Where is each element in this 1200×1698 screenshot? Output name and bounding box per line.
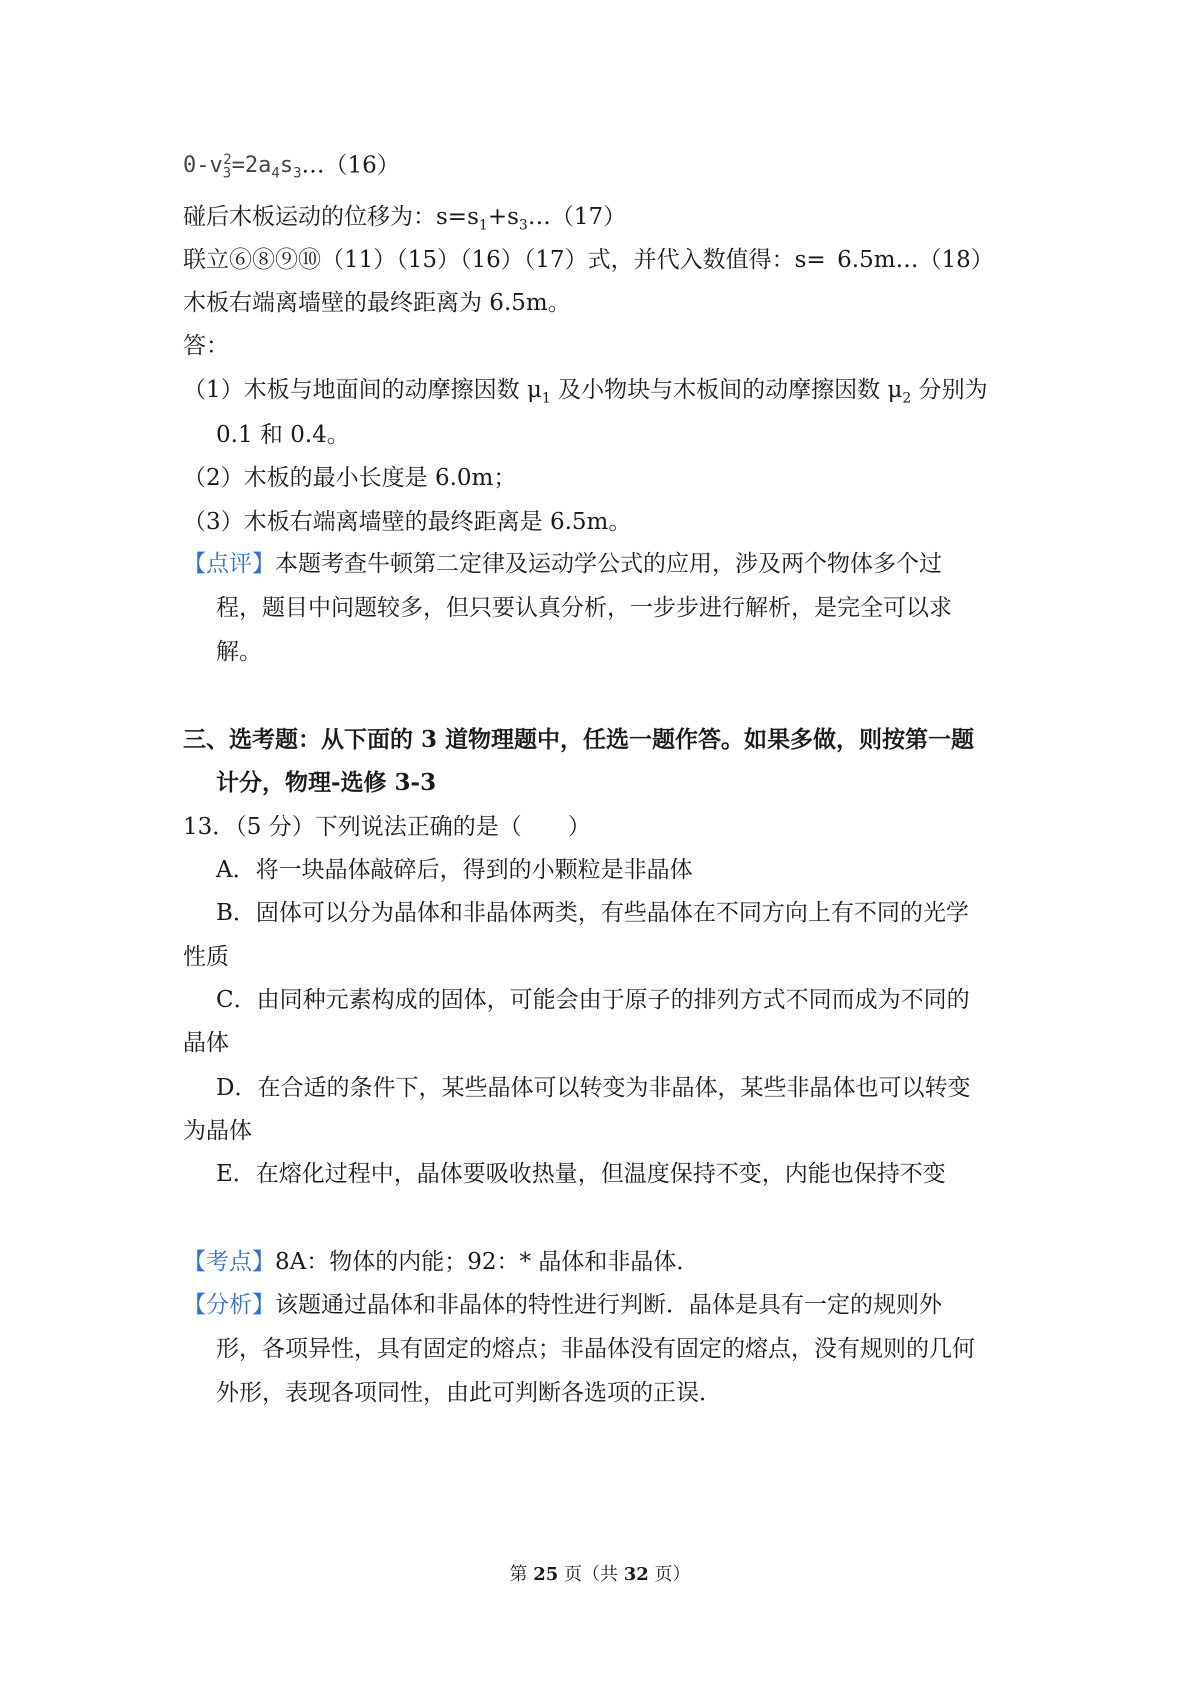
- answer-1-cont: 0.1 和 0.4。: [216, 422, 350, 448]
- kaodian-line: 【考点】8A：物体的内能；92：* 晶体和非晶体．: [183, 1249, 700, 1275]
- question-13-stem: 13．（5 分）下列说法正确的是（ ）: [183, 814, 591, 840]
- equation-16: [183, 145, 400, 189]
- option-d: D．在合适的条件下，某些晶体可以转变为非晶体，某些非晶体也可以转变: [216, 1075, 971, 1101]
- section-heading: 三、选考题：从下面的 3 道物理题中，任选一题作答。如果多做，则按第一题: [183, 726, 975, 753]
- option-b-cont: 性质: [183, 944, 229, 970]
- equation-image: $0-v_3^2=2a_4s_3$: [183, 152, 302, 182]
- option-c: C．由同种元素构成的固体，可能会由于原子的排列方式不同而成为不同的: [216, 987, 970, 1013]
- section-heading-cont: 计分，物理-选修 3-3: [216, 769, 437, 796]
- final-distance-line: 木板右端离墙壁的最终距离为 6.5m。: [183, 290, 571, 316]
- kaodian-tag: 【考点】: [183, 1249, 275, 1275]
- page-total: 32: [623, 1564, 649, 1585]
- analysis-line-3: 外形，表现各项同性，由此可判断各选项的正误．: [216, 1380, 722, 1406]
- page-footer: 第 25 页（共 32 页）: [509, 1564, 691, 1585]
- review-line-2: 程，题目中问题较多，但只要认真分析，一步步进行解析，是完全可以求: [216, 595, 952, 621]
- review-line-1: 【点评】本题考查牛顿第二定律及运动学公式的应用，涉及两个物体多个过: [183, 551, 942, 577]
- option-b: B．固体可以分为晶体和非晶体两类，有些晶体在不同方向上有不同的光学: [216, 900, 969, 926]
- review-tag: 【点评】: [183, 551, 275, 577]
- option-d-cont: 为晶体: [183, 1118, 252, 1144]
- equation-label: …（16）: [301, 152, 400, 179]
- answer-1: （1）木板与地面间的动摩擦因数 $\mu_1$ 及小物块与木板间的动摩擦因数 $\mu_2$ 分别为: [183, 377, 988, 407]
- analysis-tag: 【分析】: [183, 1292, 275, 1318]
- displacement-line: 碰后木板运动的位移为：$s=s_1+s_3\dots(17)$: [183, 204, 627, 234]
- review-line-3: 解。: [216, 639, 262, 665]
- option-e: E．在熔化过程中，晶体要吸收热量，但温度保持不变，内能也保持不变: [216, 1161, 946, 1187]
- answer-3: （3）木板右端离墙壁的最终距离是 6.5m。: [183, 509, 632, 535]
- analysis-line-1: 【分析】该题通过晶体和非晶体的特性进行判断．晶体是具有一定的规则外: [183, 1292, 942, 1318]
- page-number: 25: [533, 1564, 559, 1585]
- analysis-line-2: 形，各项异性，具有固定的熔点；非晶体没有固定的熔点，没有规则的几何: [216, 1336, 975, 1362]
- option-a: A．将一块晶体敲碎后，得到的小颗粒是非晶体: [216, 857, 693, 883]
- option-c-cont: 晶体: [183, 1030, 229, 1056]
- answer-2: （2）木板的最小长度是 6.0m；: [183, 465, 517, 491]
- solve-line: 联立⑥⑧⑨⑩（11）（15）（16）（17）式，并代入数值得：s= 6.5m…（18）: [183, 247, 994, 273]
- answer-label: 答：: [183, 333, 229, 359]
